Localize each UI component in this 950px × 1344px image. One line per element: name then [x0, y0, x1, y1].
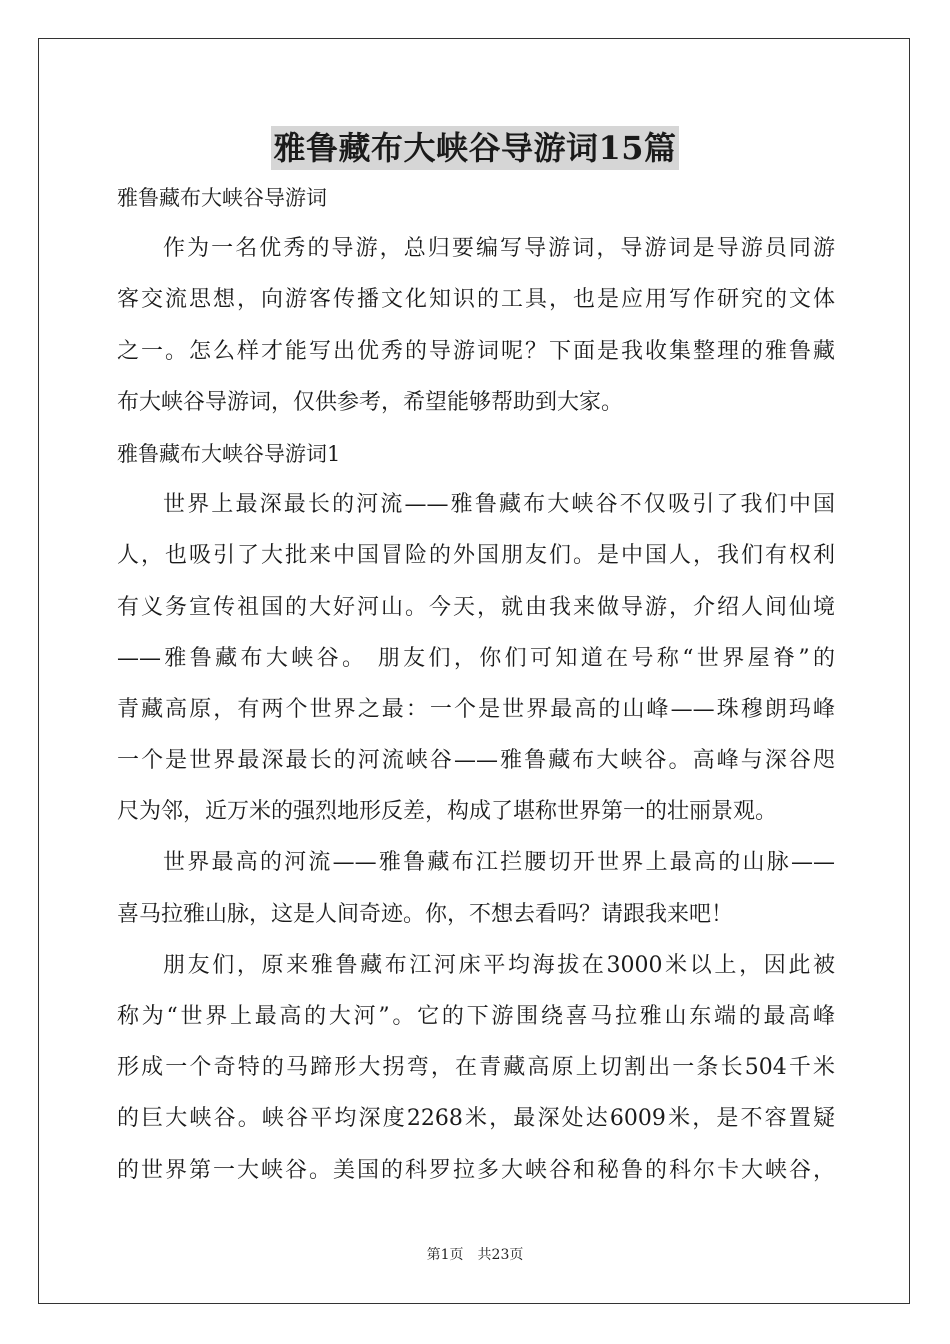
paragraph-line: 尺为邻，近万米的强烈地形反差，构成了堪称世界第一的壮丽景观。	[117, 799, 778, 825]
paragraph-line: 青藏高原，有两个世界之最：一个是世界最高的山峰——珠穆朗玛峰	[117, 696, 835, 722]
paragraph-line: 称为“世界上最高的大河”。它的下游围绕喜马拉雅山东端的最高峰	[117, 1004, 835, 1029]
paragraph-line: 一个是世界最深最长的河流峡谷——雅鲁藏布大峡谷。高峰与深谷咫	[117, 748, 835, 774]
title-container	[0, 126, 950, 170]
section-heading: 雅鲁藏布大峡谷导游词1	[117, 441, 341, 466]
paragraph-line: 布大峡谷导游词，仅供参考，希望能够帮助到大家。	[117, 389, 624, 415]
paragraph-line: 的巨大峡谷。峡谷平均深度2268米，最深处达6009米，是不容置疑	[117, 1106, 835, 1132]
paragraph-line: 之一。怎么样才能写出优秀的导游词呢？下面是我收集整理的雅鲁藏	[117, 338, 835, 364]
paragraph-line: 世界最高的河流——雅鲁藏布江拦腰切开世界上最高的山脉——	[163, 850, 835, 876]
paragraph-line: 喜马拉雅山脉，这是人间奇迹。你，不想去看吗？请跟我来吧！	[117, 901, 734, 927]
paragraph-line: 朋友们，原来雅鲁藏布江河床平均海拔在3000米以上，因此被	[163, 952, 835, 978]
paragraph-line: 客交流思想，向游客传播文化知识的工具，也是应用写作研究的文体	[117, 287, 835, 313]
document-body	[117, 176, 835, 1200]
paragraph-line: ——雅鲁藏布大峡谷。 朋友们，你们可知道在号称“世界屋脊”的	[117, 645, 835, 671]
paragraph-line: 形成一个奇特的马蹄形大拐弯，在青藏高原上切割出一条长504千米	[117, 1055, 835, 1081]
document-title: 雅鲁藏布大峡谷导游词15篇	[271, 126, 678, 170]
section-heading: 雅鲁藏布大峡谷导游词	[117, 186, 327, 210]
paragraph-line: 作为一名优秀的导游，总归要编写导游词，导游词是导游员同游	[163, 236, 835, 262]
paragraph-line: 的世界第一大峡谷。美国的科罗拉多大峡谷和秘鲁的科尔卡大峡谷，	[117, 1157, 835, 1183]
paragraph-line: 有义务宣传祖国的大好河山。今天，就由我来做导游，介绍人间仙境	[117, 594, 835, 620]
page-footer: 第1页 共23页	[426, 1247, 524, 1263]
paragraph-line: 人，也吸引了大批来中国冒险的外国朋友们。是中国人，我们有权利	[117, 543, 835, 569]
paragraph-line: 世界上最深最长的河流——雅鲁藏布大峡谷不仅吸引了我们中国	[163, 492, 835, 518]
